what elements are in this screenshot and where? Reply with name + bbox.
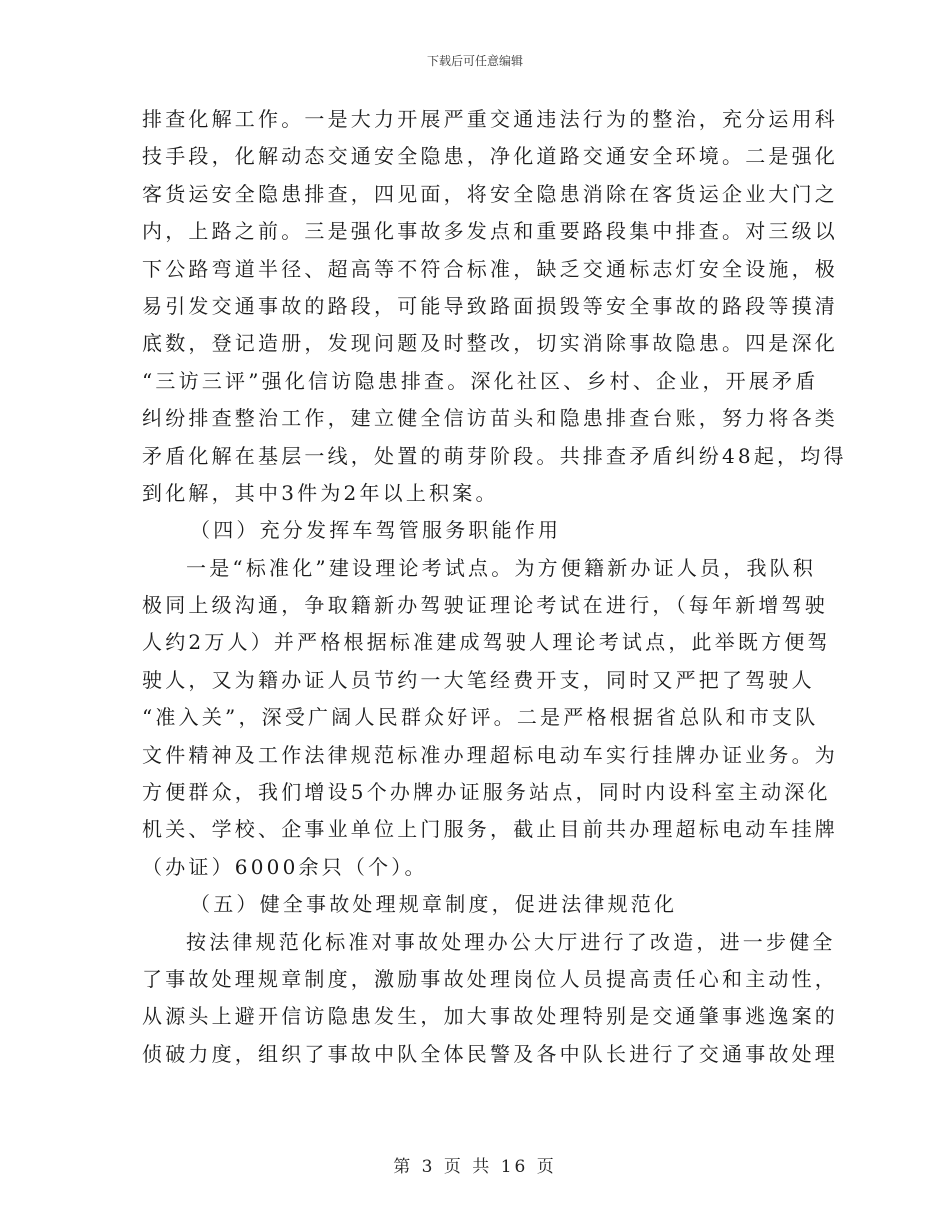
- paragraph-line: 文件精神及工作法律规范标准办理超标电动车实行挂牌办证业务。为: [142, 742, 838, 767]
- paragraph-line: 下公路弯道半径、超高等不符合标准，缺乏交通标志灯安全设施，极: [142, 256, 838, 281]
- paragraph-line: 按法律规范化标准对事故处理办公大厅进行了改造，进一步健全: [186, 929, 836, 954]
- paragraph-line: 内，上路之前。三是强化事故多发点和重要路段集中排查。对三级以: [142, 219, 838, 244]
- paragraph-line: 了事故处理规章制度，激励事故处理岗位人员提高责任心和主动性，: [142, 966, 838, 991]
- paragraph-line: 驶人，又为籍办证人员节约一大笔经费开支，同时又严把了驾驶人: [142, 667, 815, 692]
- paragraph-line: 从源头上避开信访隐患发生，加大事故处理特别是交通肇事逃逸案的: [142, 1004, 838, 1029]
- paragraph-line: “准入关”，深受广阔人民群众好评。二是严格根据省总队和市支队: [142, 705, 819, 730]
- paragraph-line: 极同上级沟通，争取籍新办驾驶证理论考试在进行，（每年新增驾驶: [142, 593, 828, 618]
- page-header: 下载后可任意编辑: [426, 54, 523, 68]
- paragraph-line: 底数，登记造册，发现问题及时整改，切实消除事故隐患。四是深化: [142, 331, 838, 356]
- paragraph-line: 客货运安全隐患排查，四见面，将安全隐患消除在客货运企业大门之: [142, 181, 838, 206]
- paragraph-line: 机关、学校、企事业单位上门服务，截止目前共办理超标电动车挂牌: [142, 817, 838, 842]
- paragraph-line: 易引发交通事故的路段，可能导致路面损毁等安全事故的路段等摸清: [142, 293, 838, 318]
- section-heading: （五）健全事故处理规章制度，促进法律规范化: [190, 892, 678, 917]
- paragraph-line: 矛盾化解在基层一线，处置的萌芽阶段。共排查矛盾纠纷48起，均得: [142, 443, 847, 468]
- paragraph-line: 方便群众，我们增设5个办牌办证服务站点，同时内设科室主动深化: [142, 780, 831, 805]
- page-footer: 第 3 页 共 16 页: [393, 1157, 557, 1177]
- paragraph-line: （办证）6000余只（个）。: [142, 854, 428, 879]
- document-body: [142, 101, 847, 1073]
- paragraph-line: 到化解，其中3件为2年以上积案。: [142, 480, 499, 505]
- paragraph-line: “三访三评”强化信访隐患排查。深化社区、乡村、企业，开展矛盾: [142, 368, 819, 393]
- paragraph-line: 人约2万人）并严格根据标准建成驾驶人理论考试点，此举既方便驾: [142, 630, 831, 655]
- paragraph-line: 排查化解工作。一是大力开展严重交通违法行为的整治，充分运用科: [142, 107, 838, 131]
- section-heading: （四）充分发挥车驾管服务职能作用: [190, 518, 562, 543]
- paragraph-line: 一是“标准化”建设理论考试点。为方便籍新办证人员，我队积: [186, 555, 817, 580]
- paragraph-line: 技手段，化解动态交通安全隐患，净化道路交通安全环境。二是强化: [142, 144, 838, 169]
- paragraph-line: 纠纷排查整治工作，建立健全信访苗头和隐患排查台账，努力将各类: [142, 406, 838, 431]
- paragraph-line: 侦破力度，组织了事故中队全体民警及各中队长进行了交通事故处理: [142, 1041, 838, 1066]
